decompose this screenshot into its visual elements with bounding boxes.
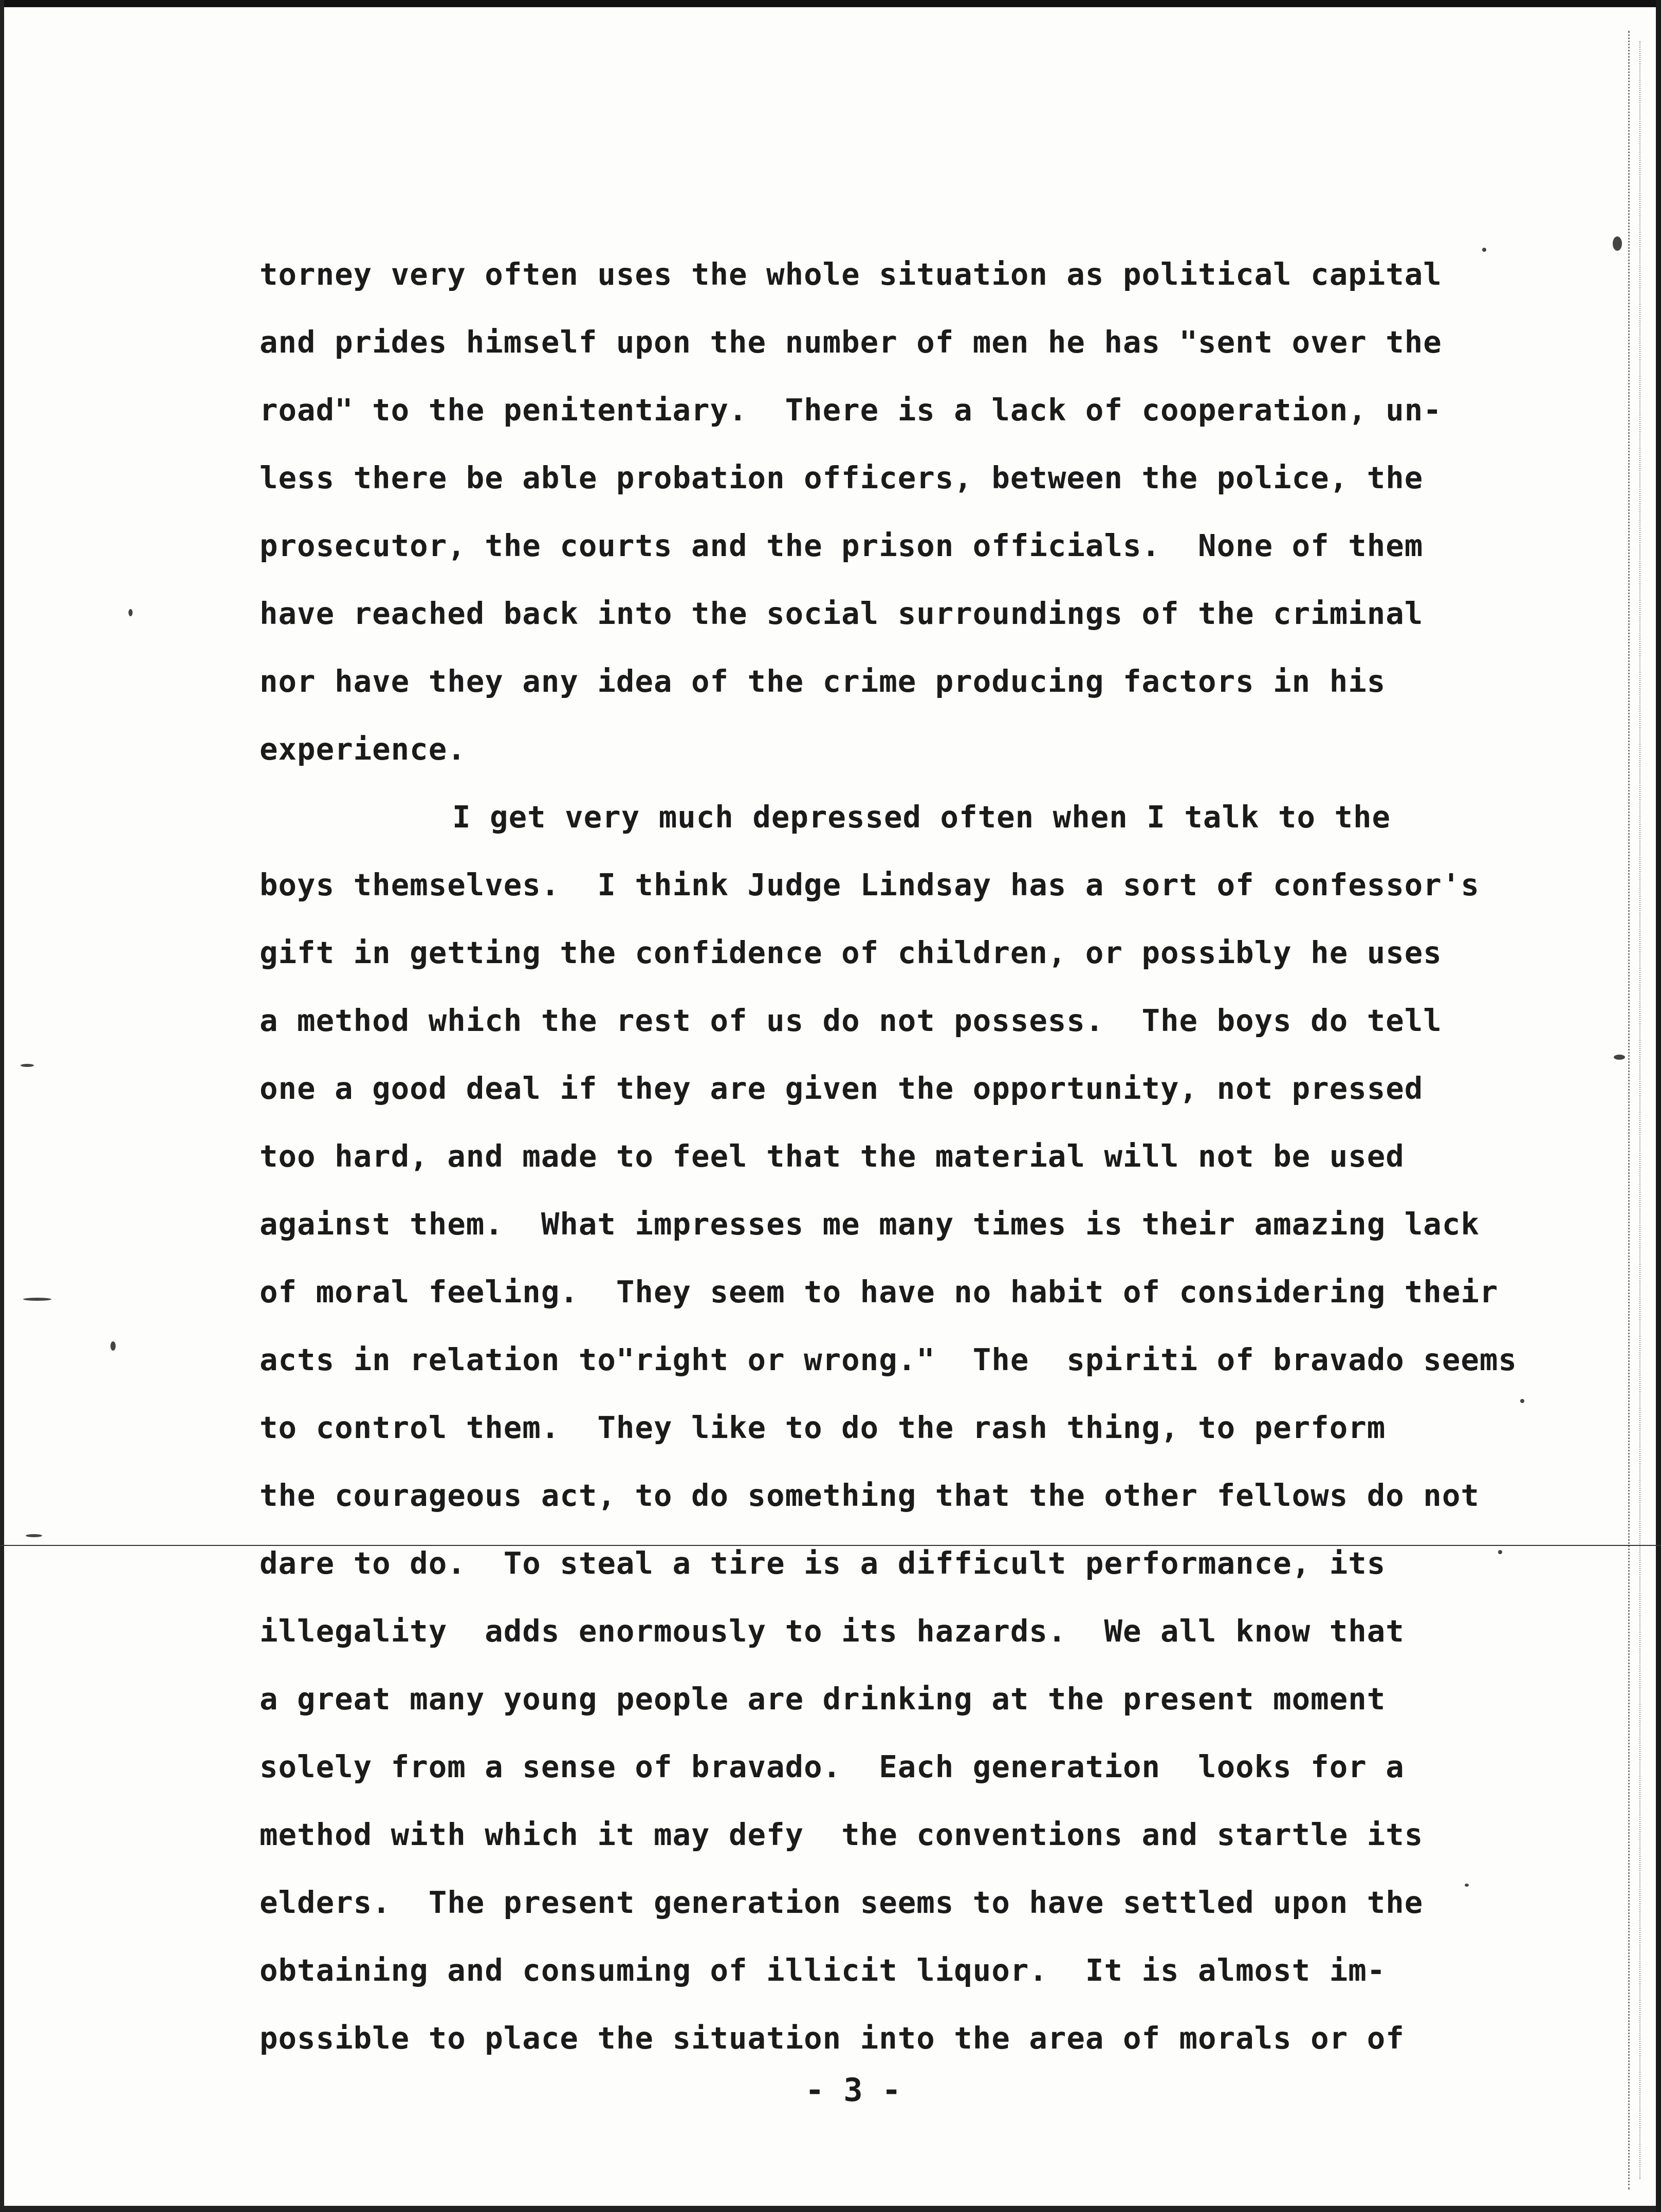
binding-edge-marks-secondary xyxy=(1639,41,1640,2179)
text-line: to control them. They like to do the rash thing, to perform xyxy=(260,1410,1386,1445)
scan-speck xyxy=(26,1534,42,1537)
text-line: against them. What impresses me many times is their amazing lack xyxy=(260,1206,1480,1242)
scan-speck xyxy=(23,1298,51,1301)
page-number: - 3 - xyxy=(805,2071,901,2109)
text-line: less there be able probation officers, between the police, the xyxy=(260,460,1424,495)
binding-edge-marks xyxy=(1628,31,1630,2189)
scan-border-left xyxy=(0,0,4,2212)
text-line: of moral feeling. They seem to have no habit of considering their xyxy=(260,1274,1499,1310)
text-line: have reached back into the social surroundings of the criminal xyxy=(260,596,1424,631)
scan-border-bottom xyxy=(0,2206,1661,2212)
text-line: elders. The present generation seems to have settled upon the xyxy=(260,1885,1424,1920)
text-line: obtaining and consuming of illicit liquor. It is almost im- xyxy=(260,1952,1386,1988)
text-line: possible to place the situation into the area of morals or of xyxy=(260,2020,1405,2056)
text-line: the courageous act, to do something that the other fellows do not xyxy=(260,1478,1480,1513)
text-line: gift in getting the confidence of children, or possibly he uses xyxy=(260,935,1442,970)
text-line: a method which the rest of us do not possess. The boys do tell xyxy=(260,1003,1442,1038)
text-line: dare to do. To steal a tire is a difficult performance, its xyxy=(260,1545,1386,1581)
scan-speck xyxy=(1613,236,1622,251)
text-line: torney very often uses the whole situation as political capital xyxy=(260,256,1442,292)
scan-speck xyxy=(21,1064,34,1067)
text-line: road" to the penitentiary. There is a lack of cooperation, un- xyxy=(260,392,1442,428)
scan-border-top xyxy=(0,0,1661,7)
text-line: boys themselves. I think Judge Lindsay has a sort of confessor's xyxy=(260,867,1480,902)
text-line: one a good deal if they are given the opportunity, not pressed xyxy=(260,1071,1424,1106)
scan-speck xyxy=(128,609,133,616)
text-line: illegality adds enormously to its hazards. We all know that xyxy=(260,1613,1405,1649)
text-line: prosecutor, the courts and the prison officials. None of them xyxy=(260,528,1424,563)
scan-speck xyxy=(110,1341,116,1351)
text-line: nor have they any idea of the crime producing factors in his xyxy=(260,663,1386,699)
text-line: experience. xyxy=(260,731,466,767)
scan-border-right xyxy=(1656,0,1661,2212)
text-line: a great many young people are drinking at the present moment xyxy=(260,1681,1386,1717)
body-text xyxy=(260,241,1596,2072)
text-line: too hard, and made to feel that the material will not be used xyxy=(260,1138,1405,1174)
scan-speck xyxy=(1614,1055,1625,1060)
text-line: method with which it may defy the conventions and startle its xyxy=(260,1817,1424,1852)
text-line: acts in relation to"right or wrong." The spiriti of bravado seems xyxy=(260,1342,1517,1377)
text-line: solely from a sense of bravado. Each generation looks for a xyxy=(260,1749,1405,1784)
text-line: and prides himself upon the number of men he has "sent over the xyxy=(260,324,1442,360)
paragraph-first-line: I get very much depressed often when I talk to the xyxy=(452,799,1391,835)
